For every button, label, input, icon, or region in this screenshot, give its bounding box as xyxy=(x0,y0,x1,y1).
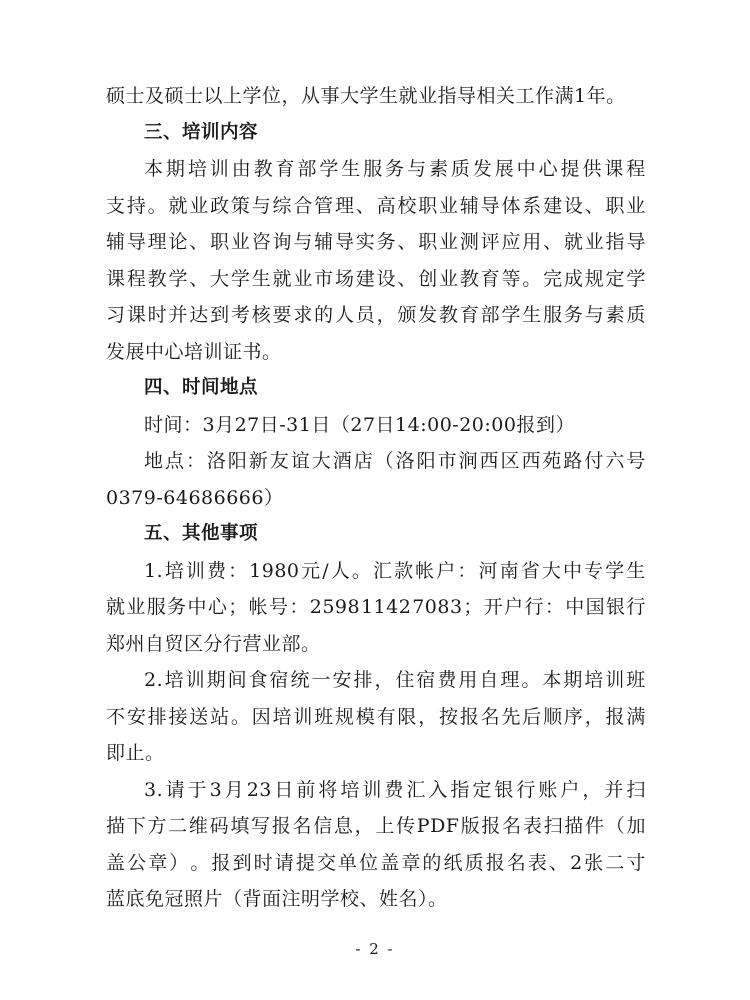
text-line: 即止。 xyxy=(106,742,165,764)
text-line: 发展中心培训证书。 xyxy=(106,340,282,363)
text-line: 盖 公 章 ） 。 报 到 时 请 提 交 单 位 盖 章 的 纸 质 报 名 表 、 2 张 二 寸 xyxy=(106,851,646,874)
section-heading: 三、培训内容 xyxy=(144,121,259,143)
document-body xyxy=(106,78,646,918)
text-line: 支 持 。 就 业 政 策 与 综 合 管 理 、 高 校 职 业 辅 导 体 系 建 设 、 职 业 xyxy=(106,194,646,217)
text-line: 时间：3月27日-31日（27日14:00-20:00报到） xyxy=(144,413,575,436)
text-line: 硕士及硕士以上学位，从事大学生就业指导相关工作满1年。 xyxy=(106,85,626,107)
section-heading: 四、时间地点 xyxy=(144,377,259,398)
text-line: 课 程 教 学 、 大 学 生 就 业 市 场 建 设 、 创 业 教 育 等 。 完 成 规 定 学 xyxy=(106,267,646,290)
section-heading: 五、其他事项 xyxy=(144,523,259,544)
text-line: 地 点 ： 洛 阳 新 友 谊 大 酒 店 （ 洛 阳 市 涧 西 区 西 苑 路 付 六 号 xyxy=(144,450,646,472)
text-line: 辅 导 理 论 、 职 业 咨 询 与 辅 导 实 务 、 职 业 测 评 应 用 、 就 业 指 导 xyxy=(106,231,646,253)
page-number: - 2 - xyxy=(355,940,395,958)
text-line: 郑州自贸区分行营业部。 xyxy=(106,632,321,655)
text-line: 0379-64686666） xyxy=(106,486,284,509)
text-line: 就 业 服 务 中 心 ； 帐 号 ： 2598 1142 7083 ； 开 户 行 ： 中 国 银 行 xyxy=(106,596,646,618)
text-line: 习 课 时 并 达 到 考 核 要 求 的 人 员 ， 颁 发 教 育 部 学 生 服 务 与 素 质 xyxy=(106,304,646,326)
text-line: 2. 培 训 期 间 食 宿 统 一 安 排 ， 住 宿 费 用 自 理 。 本 期 培 训 班 xyxy=(144,669,646,691)
text-line: 不 安 排 接 送 站 。 因 培 训 班 规 模 有 限 ， 按 报 名 先 后 顺 序 ， 报 满 xyxy=(106,705,646,728)
text-line: 3. 请 于 3 月 23 日 前 将 培 训 费 汇 入 指 定 银 行 账 户 ， 并 扫 xyxy=(144,778,646,801)
text-line: 本 期 培 训 由 教 育 部 学 生 服 务 与 素 质 发 展 中 心 提 供 课 程 xyxy=(144,158,646,180)
text-line: 1. 培 训 费 ： 1980 元 / 人 。 汇 款 帐 户 ： 河 南 省 大 中 专 学 生 xyxy=(144,559,646,582)
text-line: 描 下 方 二 维 码 填 写 报 名 信 息 ， 上 传 PDF 版 报 名 表 扫 描 件 （ 加 xyxy=(106,815,646,837)
text-line: 蓝底免冠照片（背面注明学校、姓名）。 xyxy=(106,888,448,910)
